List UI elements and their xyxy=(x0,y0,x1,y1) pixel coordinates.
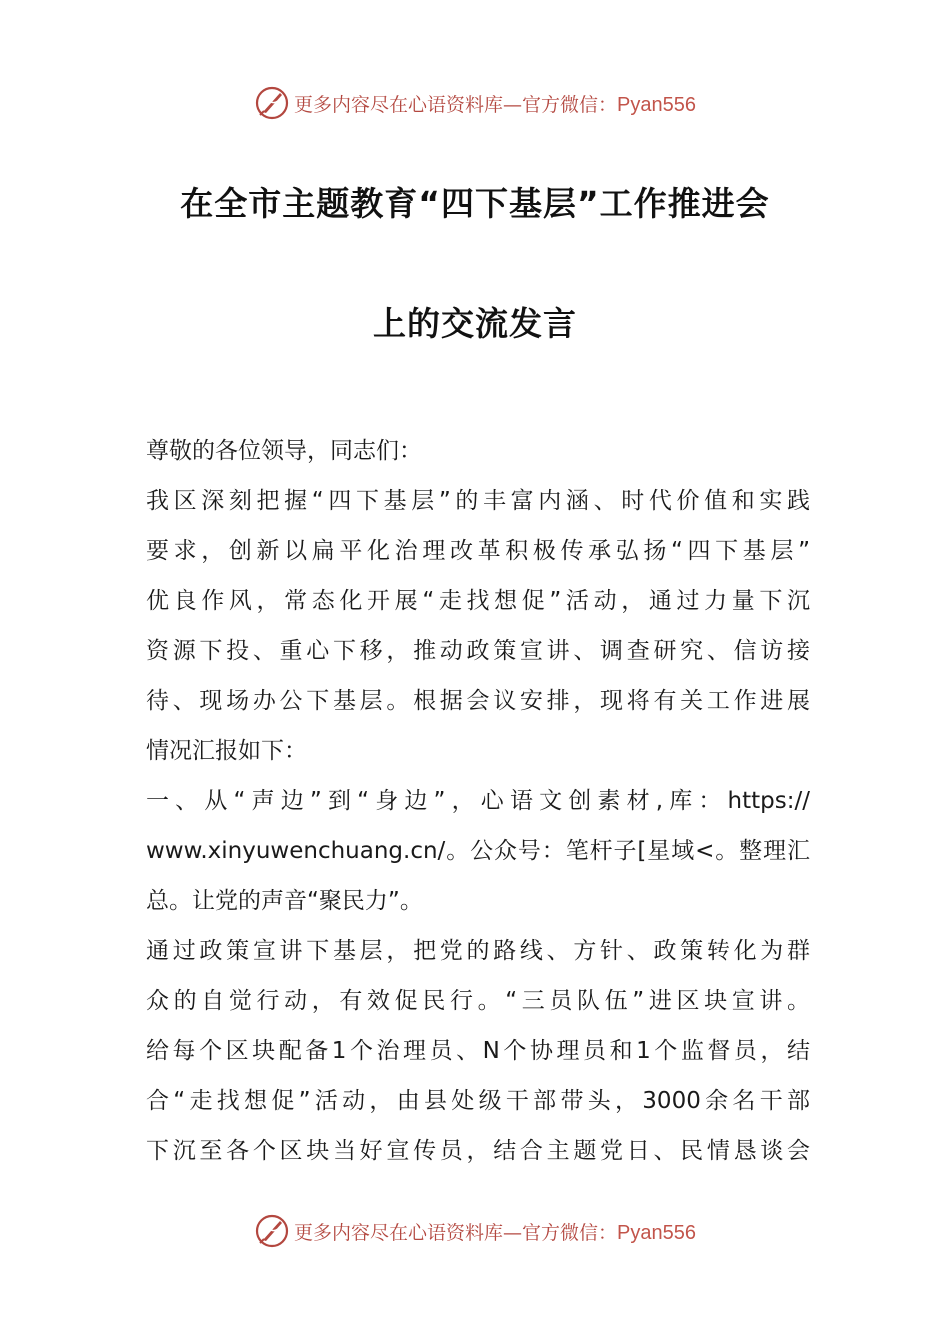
page-title-line-2: 上的交流发言 xyxy=(373,304,577,343)
banner-text: 更多内容尽在心语资料库—官方微信：Pyan556 xyxy=(294,93,696,116)
banner-wechat-id: Pyan556 xyxy=(617,93,696,116)
body-line: 下沉至各个区块当好宣传员，结合主题党日、民情恳谈会 xyxy=(146,1138,810,1164)
body-line: 优良作风，常态化开展“走找想促”活动，通过力量下沉 xyxy=(146,588,810,614)
body-line: 资源下投、重心下移，推动政策宣讲、调查研究、信访接 xyxy=(146,638,810,664)
document-body xyxy=(146,426,810,1176)
body-line: 总。让党的声音“聚民力”。 xyxy=(146,888,423,914)
header-banner xyxy=(0,83,950,123)
banner-wechat-id: Pyan556 xyxy=(617,1221,696,1244)
body-line: 通过政策宣讲下基层，把党的路线、方针、政策转化为群 xyxy=(146,938,810,964)
page-title-line-1: 在全市主题教育“四下基层”工作推进会 xyxy=(180,184,770,223)
body-line: 尊敬的各位领导，同志们： xyxy=(146,438,422,464)
body-line: 合“走找想促”活动，由县处级干部带头，3000余名干部 xyxy=(146,1088,810,1114)
body-line: 我区深刻把握“四下基层”的丰富内涵、时代价值和实践 xyxy=(146,488,810,514)
body-line: 要求，创新以扁平化治理改革积极传承弘扬“四下基层” xyxy=(146,538,810,564)
banner-text: 更多内容尽在心语资料库—官方微信：Pyan556 xyxy=(294,1221,696,1244)
body-line: 情况汇报如下： xyxy=(146,738,307,764)
quill-pen-icon xyxy=(254,1213,290,1249)
body-line: 一、从“声边”到“身边”，心语文创素材,库：https:// xyxy=(146,788,810,814)
body-line: 给每个区块配备1个治理员、N个协理员和1个监督员，结 xyxy=(146,1038,810,1064)
body-line: 众的自觉行动，有效促民行。“三员队伍”进区块宣讲。 xyxy=(146,988,810,1014)
body-line: 待、现场办公下基层。根据会议安排，现将有关工作进展 xyxy=(146,688,810,714)
footer-banner xyxy=(0,1211,950,1251)
quill-pen-icon xyxy=(254,85,290,121)
body-line: www.xinyuwenchuang.cn/。公众号：笔杆子[星域<。整理汇 xyxy=(146,838,810,864)
